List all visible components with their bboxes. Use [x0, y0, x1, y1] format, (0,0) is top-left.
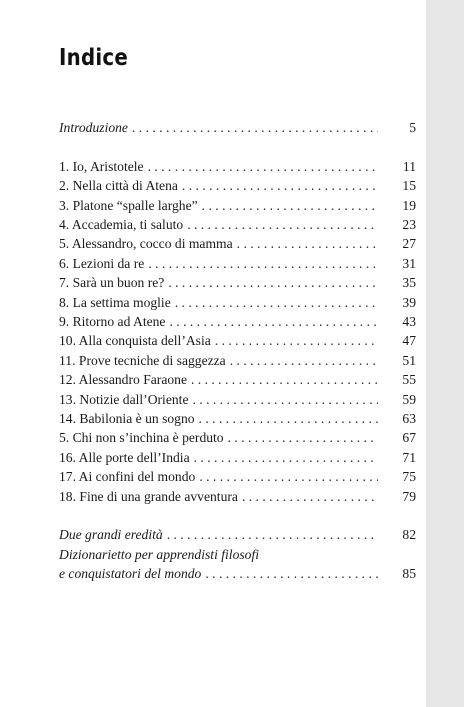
dot-leader — [187, 215, 378, 234]
dot-leader — [148, 157, 378, 176]
toc-entry[interactable] — [59, 370, 416, 389]
toc-entry-title: 8. La settima moglie — [59, 294, 171, 310]
toc-entry[interactable] — [59, 196, 416, 215]
toc-entry-title: 10. Alla conquista dell’Asia — [59, 333, 211, 349]
toc-entry[interactable] — [59, 545, 416, 564]
toc-entry-page: 47 — [402, 333, 416, 349]
toc-entry-title: 6. Lezioni da re — [59, 255, 145, 271]
dot-leader — [192, 390, 378, 409]
toc-entry[interactable] — [59, 331, 416, 350]
toc-entry[interactable] — [59, 390, 416, 409]
toc-entry[interactable] — [59, 293, 416, 312]
toc-entry-page: 67 — [402, 430, 416, 446]
dot-leader — [202, 196, 378, 215]
toc-entry-title: Due grandi eredità — [59, 527, 163, 543]
toc-entry-title: Dizionarietto per apprendisti filosofi — [59, 546, 260, 562]
toc-entry-title: 16. Alle porte dell’India — [59, 449, 190, 465]
toc-entry-title: 2. Nella città di Atena — [59, 178, 178, 194]
toc-entry-page: 51 — [402, 352, 416, 368]
toc-entry-title: 17. Ai confini del mondo — [59, 469, 196, 485]
toc-entry[interactable] — [59, 448, 416, 467]
toc-entry-title: 3. Platone “spalle larghe” — [59, 197, 198, 213]
toc-entry-page: 27 — [402, 236, 416, 252]
toc-entry-page: 15 — [402, 178, 416, 194]
toc-entry[interactable] — [59, 215, 416, 234]
toc-entry-page: 31 — [402, 255, 416, 271]
dot-leader — [215, 331, 378, 350]
toc-entry[interactable] — [59, 564, 416, 583]
toc-appendix-group — [59, 525, 416, 583]
toc-entry-title: 7. Sarà un buon re? — [59, 275, 165, 291]
dot-leader — [169, 312, 378, 331]
dot-leader — [194, 448, 378, 467]
toc-entry-title: 12. Alessandro Faraone — [59, 372, 187, 388]
dot-leader — [191, 370, 378, 389]
toc-entry[interactable] — [59, 428, 416, 447]
toc-entry-page: 85 — [402, 566, 416, 582]
toc-entry-page: 63 — [402, 410, 416, 426]
dot-leader — [237, 234, 378, 253]
toc-entry-title: 9. Ritorno ad Atene — [59, 314, 166, 330]
dot-leader — [175, 293, 378, 312]
side-strip — [426, 0, 464, 707]
page-title: Indice — [59, 45, 129, 71]
toc-entry[interactable] — [59, 467, 416, 486]
toc-entry-page: 5 — [409, 120, 416, 135]
toc-entry-title: 11. Prove tecniche di saggezza — [59, 352, 226, 368]
toc-entry-title: 5. Alessandro, cocco di mamma — [59, 236, 233, 252]
toc-entry[interactable] — [59, 234, 416, 253]
toc-entry-page: 43 — [402, 314, 416, 330]
toc-entry[interactable] — [59, 351, 416, 370]
toc-entry[interactable] — [59, 254, 416, 273]
toc-entry-page: 23 — [402, 217, 416, 233]
dot-leader — [132, 118, 378, 137]
toc-entry-page: 71 — [402, 449, 416, 465]
toc-entry-title: 14. Babilonia è un sogno — [59, 410, 195, 426]
dot-leader — [242, 487, 378, 506]
toc-chapters-group — [59, 157, 416, 506]
toc-entry-page: 35 — [402, 275, 416, 291]
toc-entry-page: 75 — [402, 469, 416, 485]
toc-entry[interactable] — [59, 176, 416, 195]
toc-entry-page: 11 — [402, 158, 416, 174]
dot-leader — [199, 409, 378, 428]
toc-entry-title: 13. Notizie dall’Oriente — [59, 391, 189, 407]
dot-leader — [230, 351, 378, 370]
toc-entry[interactable] — [59, 312, 416, 331]
dot-leader — [148, 254, 378, 273]
toc-entry[interactable] — [59, 525, 416, 544]
toc-intro-group — [59, 118, 416, 137]
toc-entry[interactable] — [59, 487, 416, 506]
toc-entry-page: 55 — [402, 372, 416, 388]
toc-entry-title: 4. Accademia, ti saluto — [59, 217, 184, 233]
dot-leader — [182, 176, 378, 195]
dot-leader — [205, 564, 378, 583]
dot-leader — [168, 273, 378, 292]
table-of-contents — [59, 118, 416, 584]
toc-entry-page: 19 — [402, 197, 416, 213]
toc-entry-page: 82 — [402, 527, 416, 543]
toc-entry-title: 18. Fine di una grande avventura — [59, 488, 238, 504]
toc-entry-title: 5. Chi non s’inchina è perduto — [59, 430, 224, 446]
toc-entry-title: e conquistatori del mondo — [59, 566, 202, 582]
toc-entry-page: 39 — [402, 294, 416, 310]
toc-entry[interactable] — [59, 157, 416, 176]
dot-leader — [199, 467, 378, 486]
dot-leader — [228, 428, 378, 447]
toc-entry-title: 1. Io, Aristotele — [59, 158, 144, 174]
toc-entry[interactable] — [59, 409, 416, 428]
toc-entry[interactable] — [59, 273, 416, 292]
toc-entry[interactable] — [59, 118, 416, 137]
toc-entry-page: 79 — [402, 488, 416, 504]
toc-entry-page: 59 — [402, 391, 416, 407]
dot-leader — [167, 525, 378, 544]
toc-entry-title: Introduzione — [59, 120, 128, 135]
